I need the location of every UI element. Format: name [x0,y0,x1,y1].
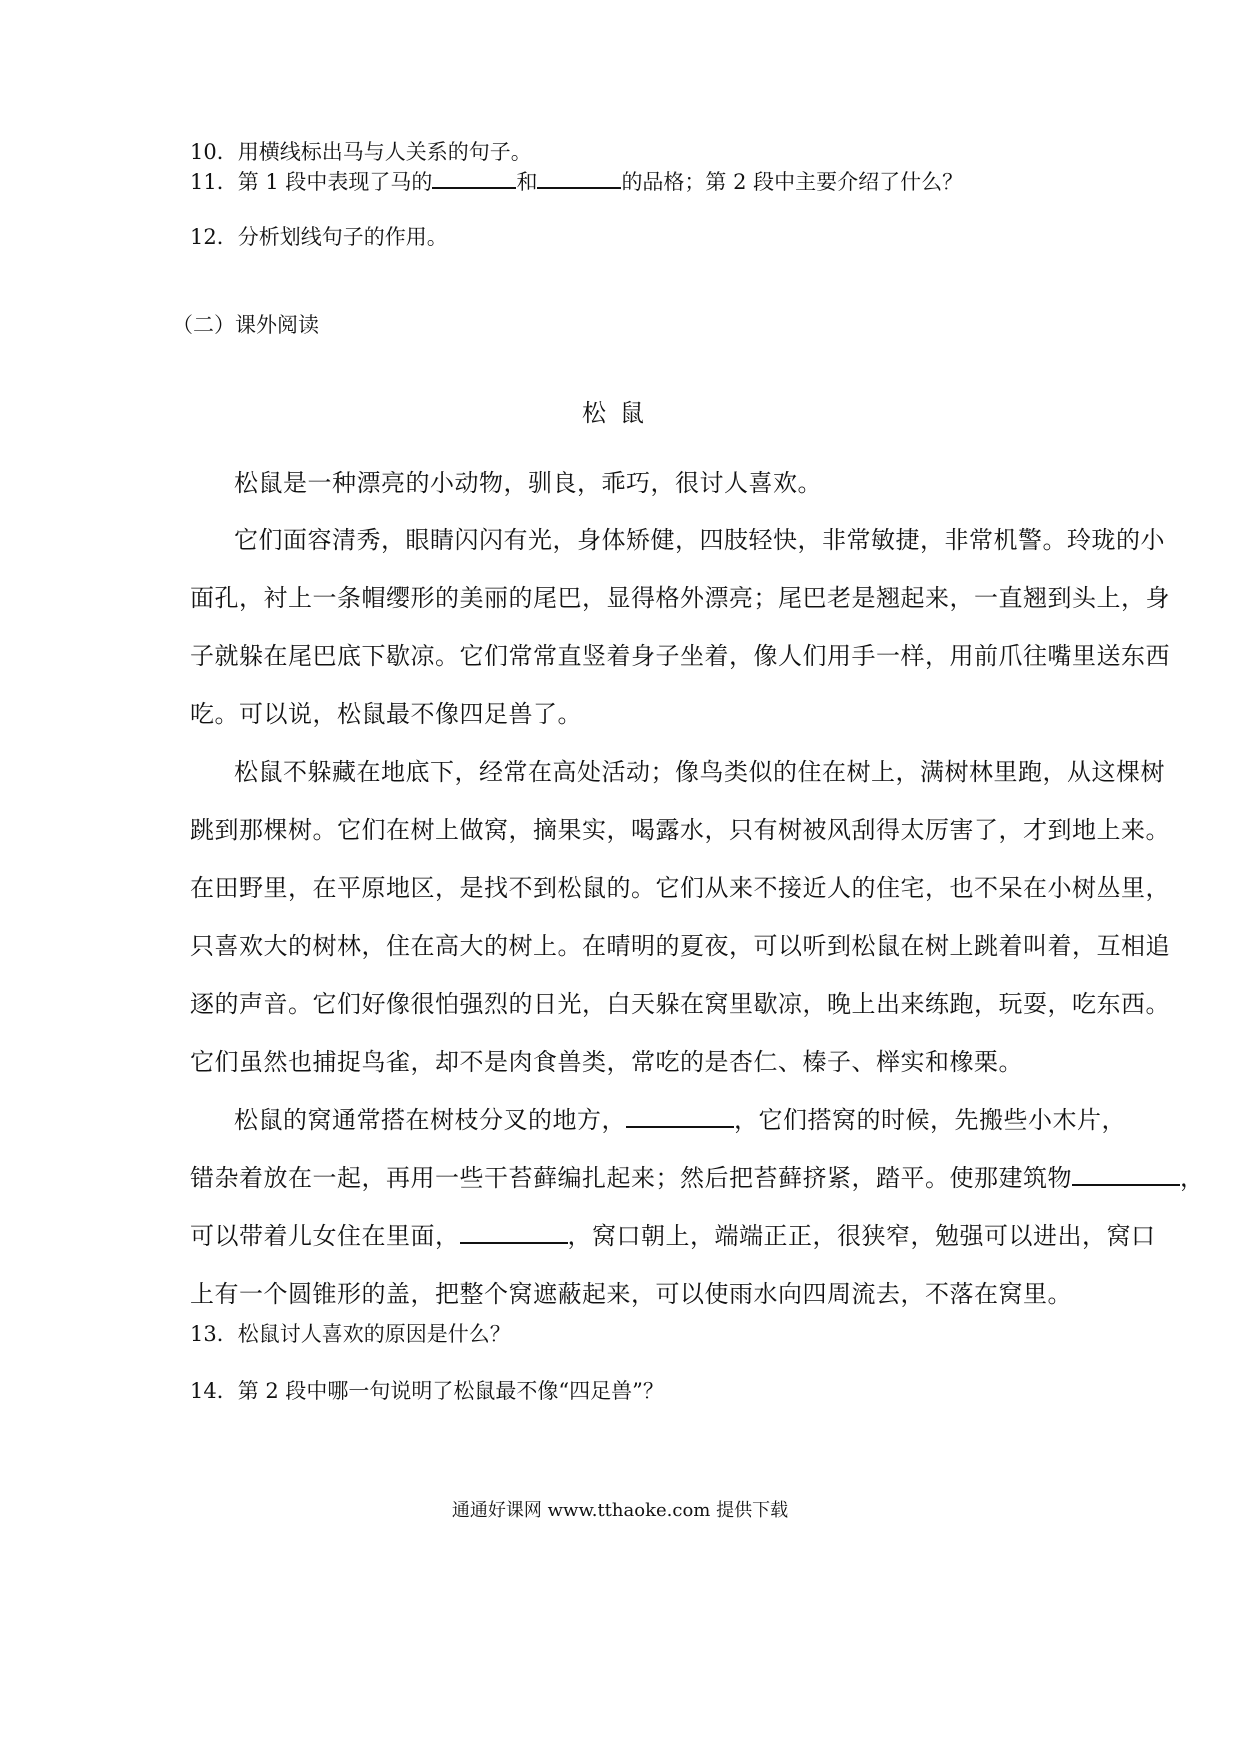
paragraph-4-text: ，窝口朝上，端端正正，很狭窄，勉强可以进出，窝口 [567,1222,1156,1250]
question-12: 12．分析划线句子的作用。 [190,225,448,249]
paragraph-3-line: 只喜欢大的树林，住在高大的树上。在晴明的夏夜，可以听到松鼠在树上跳着叫着，互相追 [190,932,1170,960]
answer-blank[interactable] [1072,1183,1180,1186]
paragraph-4-line [190,1158,1205,1193]
paragraph-4-line [190,1216,1156,1251]
answer-blank[interactable] [432,186,516,189]
question-13: 13．松鼠讨人喜欢的原因是什么？ [190,1322,511,1346]
paragraph-4-text: 松鼠的窝通常搭在树枝分叉的地方， [234,1106,626,1134]
paragraph-2-line: 子就躲在尾巴底下歇凉。它们常常直竖着身子坐着，像人们用手一样，用前爪往嘴里送东西 [190,642,1170,670]
article-title: 松鼠 [582,399,658,427]
question-11-text-a: 11．第 1 段中表现了马的 [190,170,433,194]
paragraph-2-line: 吃。可以说，松鼠最不像四足兽了。 [190,700,582,728]
paragraph-4-line: 上有一个圆锥形的盖，把整个窝遮蔽起来，可以使雨水向四周流去，不落在窝里。 [190,1280,1072,1308]
page-footer: 通通好课网 www.tthaoke.com 提供下载 [451,1500,789,1521]
paragraph-2-line: 面孔，衬上一条帽缨形的美丽的尾巴，显得格外漂亮；尾巴老是翘起来，一直翘到头上，身 [190,584,1170,612]
paragraph-4-text: 错杂着放在一起，再用一些干苔藓编扎起来；然后把苔藓挤紧，踏平。使那建筑物 [190,1164,1072,1192]
paragraph-4-line [234,1100,1126,1135]
question-11-text-b: 和 [516,170,538,194]
paragraph-3-line: 它们虽然也捕捉鸟雀，却不是肉食兽类，常吃的是杏仁、榛子、榉实和橡栗。 [190,1048,1023,1076]
paragraph-3-line: 逐的声音。它们好像很怕强烈的日光，白天躲在窝里歇凉，晚上出来练跑，玩耍，吃东西。 [190,990,1170,1018]
paragraph-3-line: 松鼠不躲藏在地底下，经常在高处活动；像鸟类似的住在树上，满树林里跑，从这棵树 [234,758,1165,786]
answer-blank[interactable] [626,1125,734,1128]
paragraph-3-line: 在田野里，在平原地区，是找不到松鼠的。它们从来不接近人的住宅，也不呆在小树丛里， [190,874,1170,902]
answer-blank[interactable] [537,186,621,189]
question-10: 10．用横线标出马与人关系的句子。 [190,140,532,164]
question-14: 14．第 2 段中哪一句说明了松鼠最不像“四足兽”？ [190,1379,664,1403]
question-11-text-c: 的品格；第 2 段中主要介绍了什么？ [621,170,964,194]
paragraph-2-line: 它们面容清秀，眼睛闪闪有光，身体矫健，四肢轻快，非常敏捷，非常机警。玲珑的小 [234,526,1165,554]
paragraph-4-text: ，它们搭窝的时候，先搬些小木片， [734,1106,1126,1134]
paragraph-4-text: 可以带着儿女住在里面， [190,1222,460,1250]
question-11 [190,166,963,196]
paragraph-4-text: ， [1180,1164,1205,1192]
paragraph-3-line: 跳到那棵树。它们在树上做窝，摘果实，喝露水，只有树被风刮得太厉害了，才到地上来。 [190,816,1170,844]
section-heading: （二）课外阅读 [172,313,319,337]
answer-blank[interactable] [460,1241,568,1244]
paragraph-1: 松鼠是一种漂亮的小动物，驯良，乖巧，很讨人喜欢。 [234,469,822,497]
